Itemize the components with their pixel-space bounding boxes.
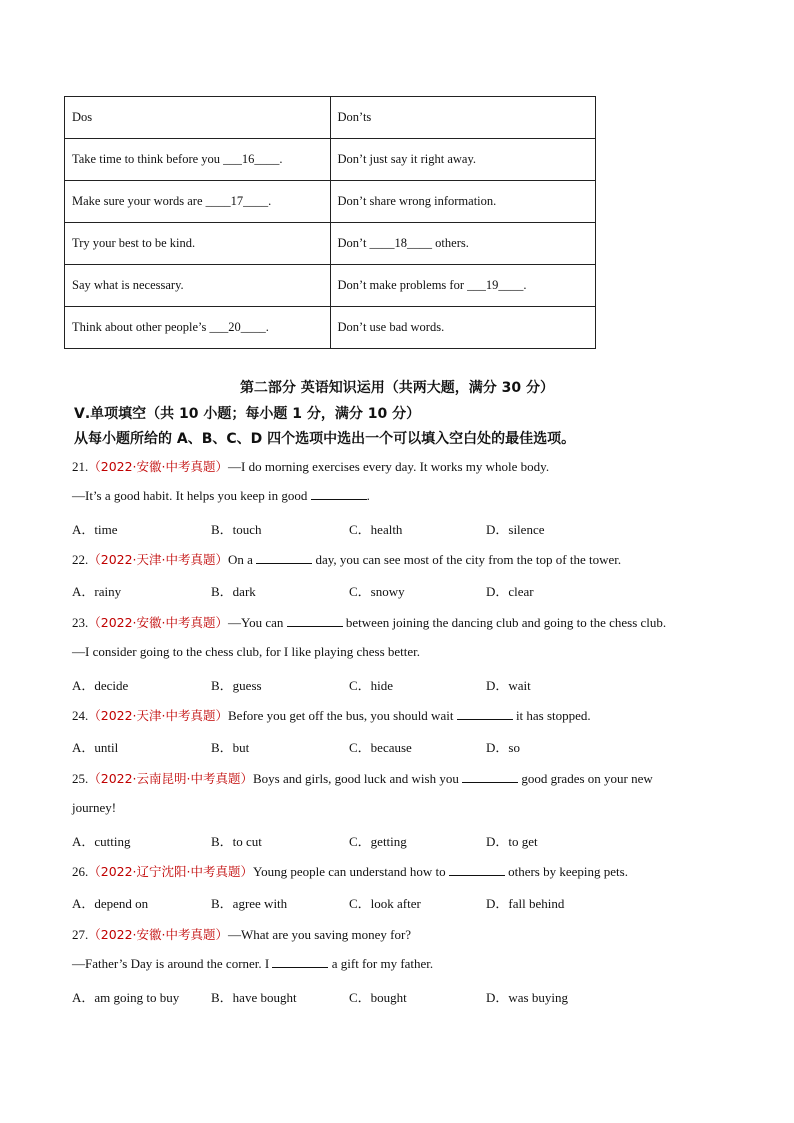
table-cell: Don’ts <box>330 97 596 139</box>
option-a[interactable]: A．decide <box>72 678 129 693</box>
option-d[interactable]: D．silence <box>486 522 545 537</box>
table-cell: Try your best to be kind. <box>65 223 331 265</box>
source-tag: （2022·云南昆明·中考真题） <box>88 771 254 786</box>
option-d[interactable]: D．to get <box>486 834 538 849</box>
option-c[interactable]: C．health <box>349 522 403 537</box>
option-c[interactable]: C．bought <box>349 990 407 1005</box>
option-a[interactable]: A．cutting <box>72 834 131 849</box>
option-d[interactable]: D．was buying <box>486 990 568 1005</box>
option-a[interactable]: A．am going to buy <box>72 990 180 1005</box>
answer-blank <box>256 553 312 564</box>
option-d[interactable]: D．fall behind <box>486 896 565 911</box>
answer-blank <box>457 709 513 720</box>
table-cell: Take time to think before you ___16____. <box>65 139 331 181</box>
table-cell: Don’t make problems for ___19____. <box>330 265 596 307</box>
question-23: 23.（2022·安徽·中考真题）—You can between joining the dancing club and going to the chess club. <box>72 615 667 630</box>
option-c[interactable]: C．snowy <box>349 584 405 599</box>
instruction: 从每小题所给的 A、B、C、D 四个选项中选出一个可以填入空白处的最佳选项。 <box>74 431 576 447</box>
question-21-line2: —It’s a good habit. It helps you keep in good . <box>72 488 370 503</box>
answer-blank <box>311 489 367 500</box>
source-tag: （2022·天津·中考真题） <box>88 552 229 567</box>
table-row <box>65 265 596 307</box>
option-b[interactable]: B．guess <box>211 678 262 693</box>
answer-blank <box>449 865 505 876</box>
question-23-line2: —I consider going to the chess club, for I like playing chess better. <box>72 644 421 659</box>
question-25-line2: journey! <box>72 800 117 815</box>
option-b[interactable]: B．touch <box>211 522 262 537</box>
table-cell: Don’t ____18____ others. <box>330 223 596 265</box>
section-title: 第二部分 英语知识运用（共两大题，满分 30 分） <box>239 380 555 396</box>
table-cell: Say what is necessary. <box>65 265 331 307</box>
question-22: 22.（2022·天津·中考真题）On a day, you can see most of the city from the top of the tower. <box>72 552 622 567</box>
answer-blank <box>287 616 343 627</box>
table-cell: Don’t just say it right away. <box>330 139 596 181</box>
table-row <box>65 223 596 265</box>
source-tag: （2022·安徽·中考真题） <box>88 615 229 630</box>
option-d[interactable]: D．so <box>486 740 520 755</box>
option-b[interactable]: B．to cut <box>211 834 262 849</box>
dos-donts-table <box>64 96 596 349</box>
question-26: 26.（2022·辽宁沈阳·中考真题）Young people can understand how to others by keeping pets. <box>72 864 628 879</box>
answer-blank <box>462 772 518 783</box>
option-a[interactable]: A．rainy <box>72 584 122 599</box>
answer-blank <box>272 957 328 968</box>
option-d[interactable]: D．clear <box>486 584 534 599</box>
option-c[interactable]: C．because <box>349 740 412 755</box>
option-a[interactable]: A．time <box>72 522 118 537</box>
table-cell: Don’t share wrong information. <box>330 181 596 223</box>
question-24: 24.（2022·天津·中考真题）Before you get off the bus, you should wait it has stopped. <box>72 708 591 723</box>
option-a[interactable]: A．until <box>72 740 119 755</box>
source-tag: （2022·辽宁沈阳·中考真题） <box>88 864 254 879</box>
option-a[interactable]: A．depend on <box>72 896 149 911</box>
table-cell: Think about other people’s ___20____. <box>65 307 331 349</box>
question-27: 27.（2022·安徽·中考真题）—What are you saving money for? <box>72 927 412 942</box>
option-c[interactable]: C．look after <box>349 896 421 911</box>
table-row <box>65 139 596 181</box>
table-cell: Don’t use bad words. <box>330 307 596 349</box>
table-cell: Make sure your words are ____17____. <box>65 181 331 223</box>
option-c[interactable]: C．hide <box>349 678 394 693</box>
table-row <box>65 97 596 139</box>
table-row <box>65 307 596 349</box>
option-b[interactable]: B．dark <box>211 584 256 599</box>
option-d[interactable]: D．wait <box>486 678 531 693</box>
question-27-line2: —Father’s Day is around the corner. I a gift for my father. <box>72 956 434 971</box>
source-tag: （2022·安徽·中考真题） <box>88 927 229 942</box>
option-c[interactable]: C．getting <box>349 834 407 849</box>
question-25: 25.（2022·云南昆明·中考真题）Boys and girls, good luck and wish you good grades on your new <box>72 771 653 786</box>
table-cell: Dos <box>65 97 331 139</box>
table-row <box>65 181 596 223</box>
question-21: 21.（2022·安徽·中考真题）—I do morning exercises every day. It works my whole body. <box>72 459 550 474</box>
option-b[interactable]: B．agree with <box>211 896 288 911</box>
option-b[interactable]: B．but <box>211 740 250 755</box>
option-b[interactable]: B．have bought <box>211 990 297 1005</box>
source-tag: （2022·安徽·中考真题） <box>88 459 229 474</box>
source-tag: （2022·天津·中考真题） <box>88 708 229 723</box>
part-heading: Ⅴ.单项填空（共 10 小题；每小题 1 分，满分 10 分） <box>74 406 421 422</box>
